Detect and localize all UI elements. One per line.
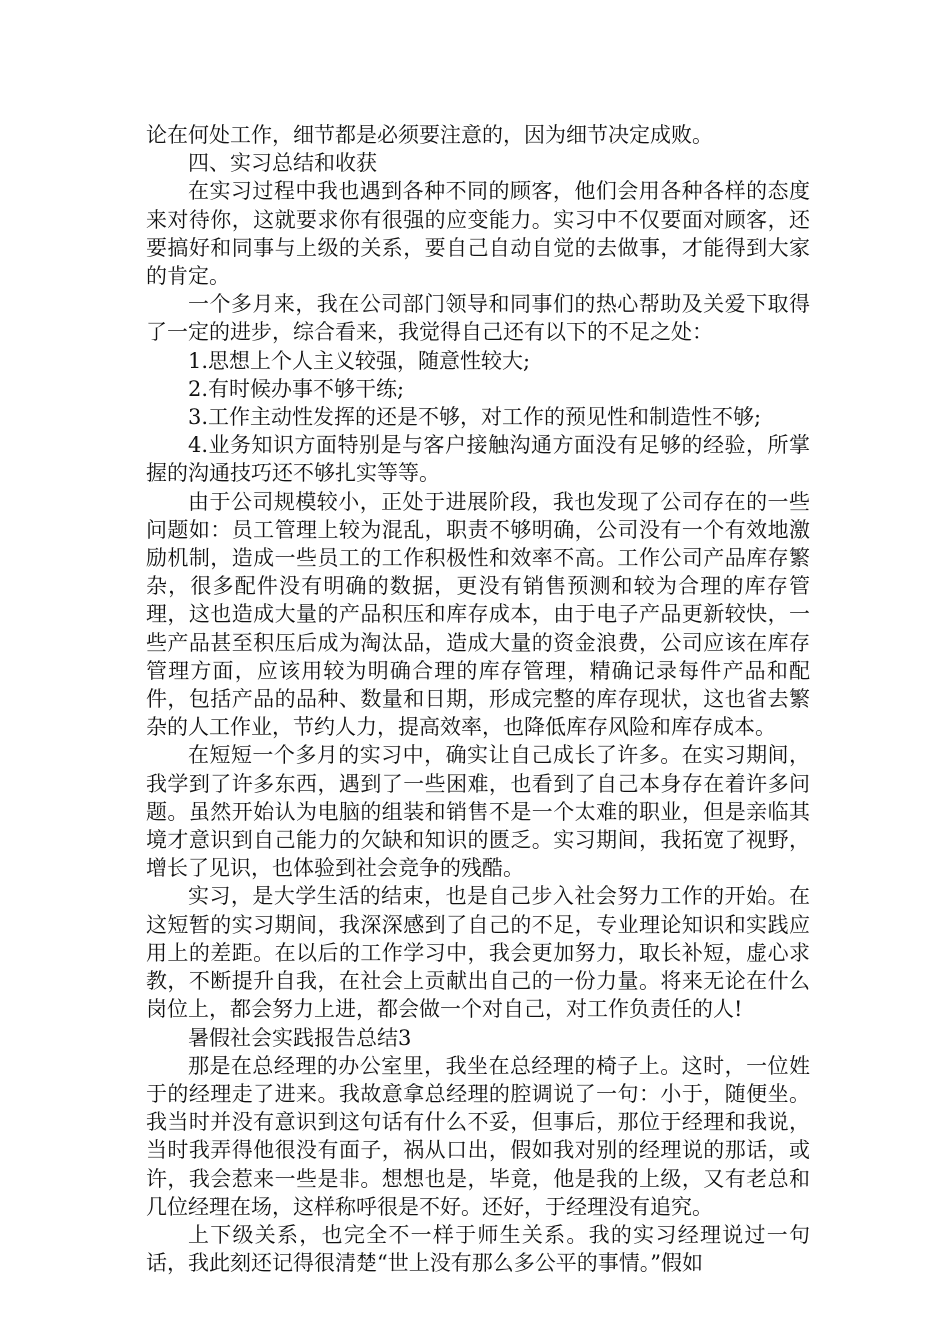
list-item: 1.思想上个人主义较强，随意性较大; bbox=[188, 348, 531, 373]
paragraph: 由于公司规模较小，正处于进展阶段，我也发现了公司存在的一些问题如：员工管理上较为混乱，职责不够明确，公司没有一个有效地激励机制，造成一些员工的工作积极性和效率不高。工作公司产品库存繁杂，很多配件没有明确的数据，更没有销售预测和较为合理的库存管理，这也造成大量的产品积压和库存成本，由于电子产品更新较快，一些产品甚至积压后成为淘汰品，造成大量的资金浪费，公司应该在库存管理方面，应该用较为明确合理的库存管理，精确记录每件产品和配件，包括产品的品种、数量和日期，形成完整的库存现状，这也省去繁杂的人工作业，节约人力，提高效率，也降低库存风险和库存成本。 bbox=[146, 489, 810, 740]
paragraph: 上下级关系，也完全不一样于师生关系。我的实习经理说过一句话，我此刻还记得很清楚“世上没有那么多公平的事情。”假如 bbox=[146, 1222, 810, 1276]
paragraph-continuation: 论在何处工作，细节都是必须要注意的，因为细节决定成败。 bbox=[146, 123, 713, 147]
paragraph: 在短短一个多月的实习中，确实让自己成长了许多。在实习期间，我学到了许多东西，遇到了一些困难，也看到了自己本身存在着许多问题。虽然开始认为电脑的组装和销售不是一个太难的职业，但是亲临其境才意识到自己能力的欠缺和知识的匮乏。实习期间，我拓宽了视野，增长了见识，也体验到社会竞争的残酷。 bbox=[146, 743, 810, 881]
paragraph: 那是在总经理的办公室里，我坐在总经理的椅子上。这时，一位姓于的经理走了进来。我故意拿总经理的腔调说了一句：小于，随便坐。我当时并没有意识到这句话有什么不妥，但事后，那位于经理和我说，当时我弄得他很没有面子，祸从口出，假如我对别的经理说的那话，或许，我会惹来一些是非。想想也是，毕竟，他是我的上级，又有老总和几位经理在场，这样称呼很是不好。还好，于经理没有追究。 bbox=[146, 1053, 810, 1219]
document-body bbox=[146, 121, 810, 1277]
list-item: 4.业务知识方面特别是与客户接触沟通方面没有足够的经验，所掌握的沟通技巧还不够扎实等等。 bbox=[146, 433, 810, 486]
paragraph: 实习，是大学生活的结束，也是自己步入社会努力工作的开始。在这短暂的实习期间，我深深感到了自己的不足，专业理论知识和实践应用上的差距。在以后的工作学习中，我会更加努力，取长补短，虚心求教，不断提升自我，在社会上贡献出自己的一份力量。将来无论在什么岗位上，都会努力上进，都会做一个对自己，对工作负责任的人! bbox=[146, 884, 810, 1022]
list-item: 2.有时候办事不够干练; bbox=[188, 376, 405, 401]
paragraph: 一个多月来，我在公司部门领导和同事们的热心帮助及关爱下取得了一定的进步，综合看来，我觉得自己还有以下的不足之处： bbox=[146, 292, 810, 345]
section-heading: 四、实习总结和收获 bbox=[188, 151, 377, 176]
paragraph: 在实习过程中我也遇到各种不同的顾客，他们会用各种各样的态度来对待你，这就要求你有很强的应变能力。实习中不仅要面对顾客，还要搞好和同事与上级的关系，要自己自动自觉的去做事，才能得到大家的肯定。 bbox=[146, 179, 810, 289]
section-title: 暑假社会实践报告总结3 bbox=[188, 1025, 412, 1050]
list-item: 3.工作主动性发挥的还是不够，对工作的预见性和制造性不够; bbox=[188, 405, 762, 430]
